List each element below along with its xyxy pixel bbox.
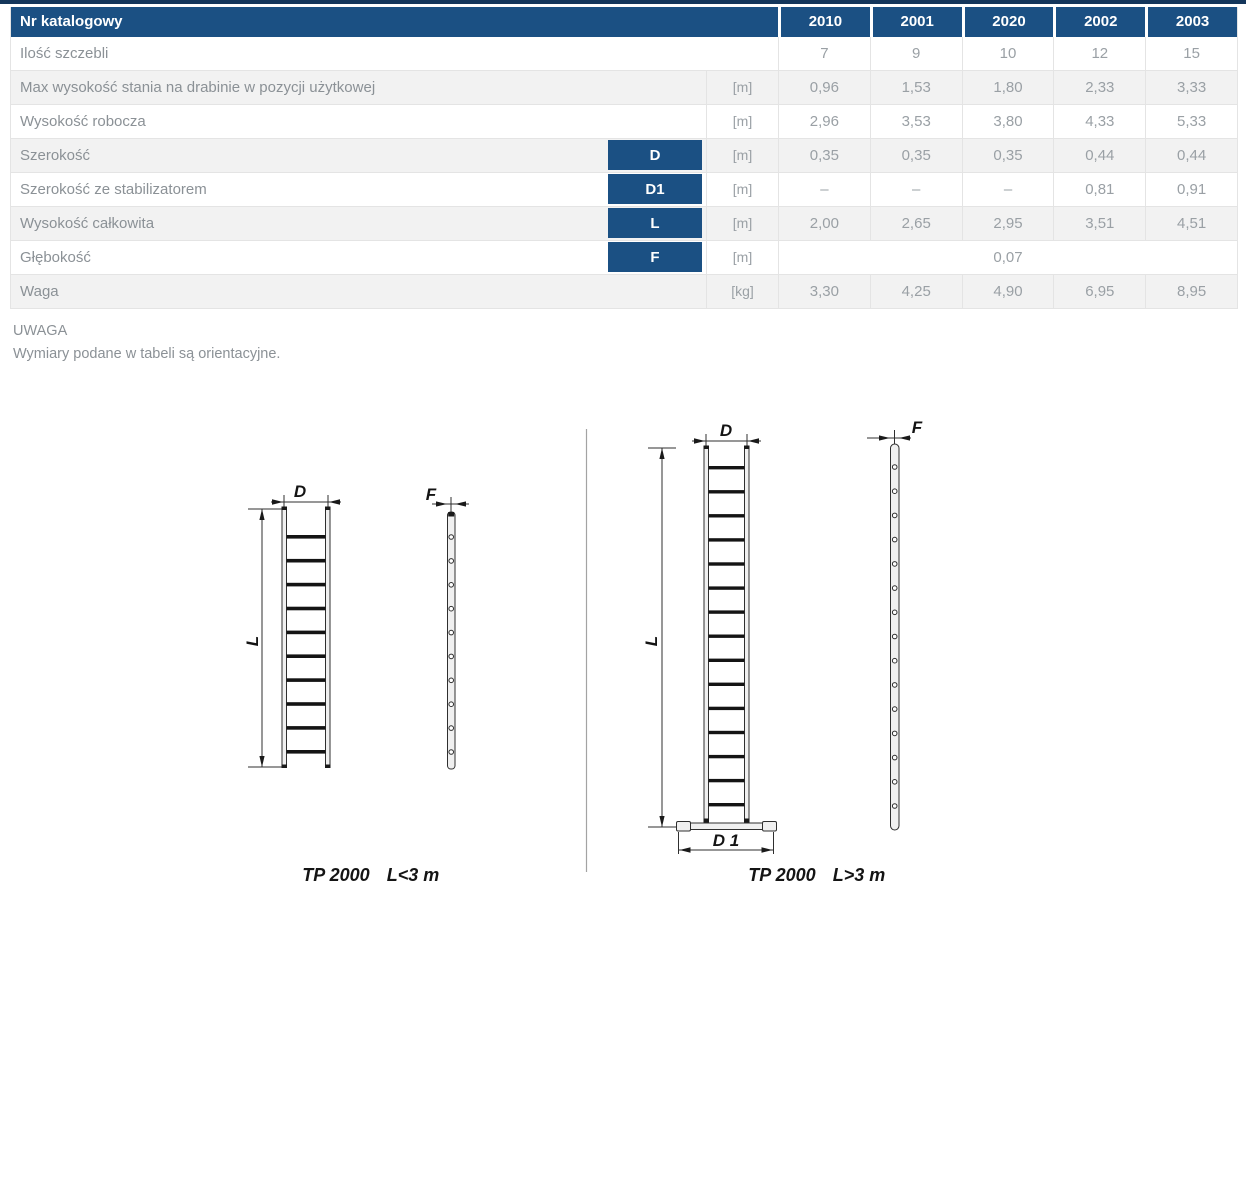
value-cell: 0,35 [778,139,870,172]
table-header-row [11,7,1237,37]
right-ladder-drawing [642,418,923,885]
table-row-depth [11,241,1237,275]
letter-badge-f: F [608,242,702,272]
header-col-2003: 2003 [1148,7,1237,37]
value-cell: 0,96 [778,71,870,104]
dim-label-d: D [293,482,307,501]
row-label: Wysokość robocza [20,113,146,130]
top-accent-strip [0,0,1246,4]
row-label: Szerokość ze stabilizatorem [20,181,207,198]
left-dim-d [271,482,341,508]
left-caption-condition: L<3 m [386,865,440,885]
spec-table [10,7,1238,309]
dim-label-f: F [911,418,923,437]
value-cell: 0,35 [870,139,962,172]
row-label: Wysokość całkowita [20,215,155,232]
value-cell: 1,80 [962,71,1054,104]
value-cell: 5,33 [1145,105,1237,138]
value-cell: 1,53 [870,71,962,104]
right-dim-l [642,448,676,827]
value-cell: 4,90 [962,275,1054,308]
value-cell: 0,44 [1053,139,1145,172]
header-col-2001: 2001 [873,7,962,37]
left-dim-l [243,509,286,767]
header-col-2010: 2010 [781,7,870,37]
right-ladder-side [891,444,900,830]
left-rung-group [287,535,326,754]
right-ladder-front [677,446,777,832]
value-cell: – [778,173,870,206]
note-title: UWAGA [13,323,68,339]
value-cell: 10 [962,37,1054,70]
ladder-drawings [0,410,1246,890]
left-ladder-drawing [243,482,469,885]
right-side-hole-group [892,465,897,809]
letter-badge-d1: D1 [608,174,702,204]
left-ladder-side [448,512,456,769]
left-ladder-front [282,507,331,769]
value-cell: 2,95 [962,207,1054,240]
left-dim-f [426,485,469,512]
letter-cell [608,139,706,172]
value-cell: 3,53 [870,105,962,138]
row-label: Szerokość [20,147,91,164]
letter-cell [608,207,706,240]
value-cell: 3,51 [1053,207,1145,240]
value-cell: 0,44 [1145,139,1237,172]
right-rung-group [709,466,745,806]
right-dim-f [867,418,923,446]
stabilizer-bar [677,819,777,832]
value-cell: – [962,173,1054,206]
value-cell: 4,51 [1145,207,1237,240]
right-caption-condition: L>3 m [832,865,886,885]
header-col-2002: 2002 [1056,7,1145,37]
note-text: Wymiary podane w tabeli są orientacyjne. [13,346,281,362]
value-cell: – [870,173,962,206]
value-cell: 3,33 [1145,71,1237,104]
value-cell: 7 [778,37,870,70]
right-dim-d [692,421,761,447]
table-row-total-height [11,207,1237,241]
unit-cell: [m] [706,207,778,240]
value-cell: 8,95 [1145,275,1237,308]
value-cell: 0,35 [962,139,1054,172]
value-cell: 2,00 [778,207,870,240]
table-row-width [11,139,1237,173]
table-row-working-height [11,105,1237,139]
value-cell: 3,30 [778,275,870,308]
value-cell: 9 [870,37,962,70]
dim-label-l: L [642,635,661,647]
dim-label-l: L [243,635,262,647]
letter-badge-l: L [608,208,702,238]
letter-badge-d: D [608,140,702,170]
letter-cell [608,173,706,206]
value-cell: 2,65 [870,207,962,240]
table-row-weight [11,275,1237,308]
value-cell: 6,95 [1053,275,1145,308]
value-cell: 2,96 [778,105,870,138]
unit-cell: [m] [706,241,778,274]
right-caption-model: TP 2000 [748,865,816,885]
value-cell: 4,33 [1053,105,1145,138]
right-dim-d1 [679,831,774,854]
row-label: Głębokość [20,249,91,266]
header-col-2020: 2020 [965,7,1054,37]
unit-cell: [m] [706,71,778,104]
unit-cell: [kg] [706,275,778,308]
table-row-rungs [11,37,1237,71]
dim-label-f: F [425,485,437,504]
value-cell: 2,33 [1053,71,1145,104]
header-title: Nr katalogowy [11,7,778,37]
row-label: Max wysokość stania na drabinie w pozycji użytkowej [20,79,376,96]
note [13,320,280,366]
dim-label-d: D [719,421,733,440]
table-row-max-height [11,71,1237,105]
table-row-width-stabilizer [11,173,1237,207]
unit-cell: [m] [706,105,778,138]
merged-value-cell: 0,07 [778,241,1237,274]
value-cell: 0,91 [1145,173,1237,206]
value-cell: 4,25 [870,275,962,308]
unit-cell: [m] [706,139,778,172]
value-cell: 12 [1053,37,1145,70]
dim-label-d1: D 1 [712,831,740,850]
unit-cell: [m] [706,173,778,206]
value-cell: 0,81 [1053,173,1145,206]
value-cell: 3,80 [962,105,1054,138]
left-caption-model: TP 2000 [302,865,370,885]
row-label: Waga [20,283,59,300]
row-label: Ilość szczebli [20,45,109,62]
value-cell: 15 [1145,37,1237,70]
letter-cell [608,241,706,274]
